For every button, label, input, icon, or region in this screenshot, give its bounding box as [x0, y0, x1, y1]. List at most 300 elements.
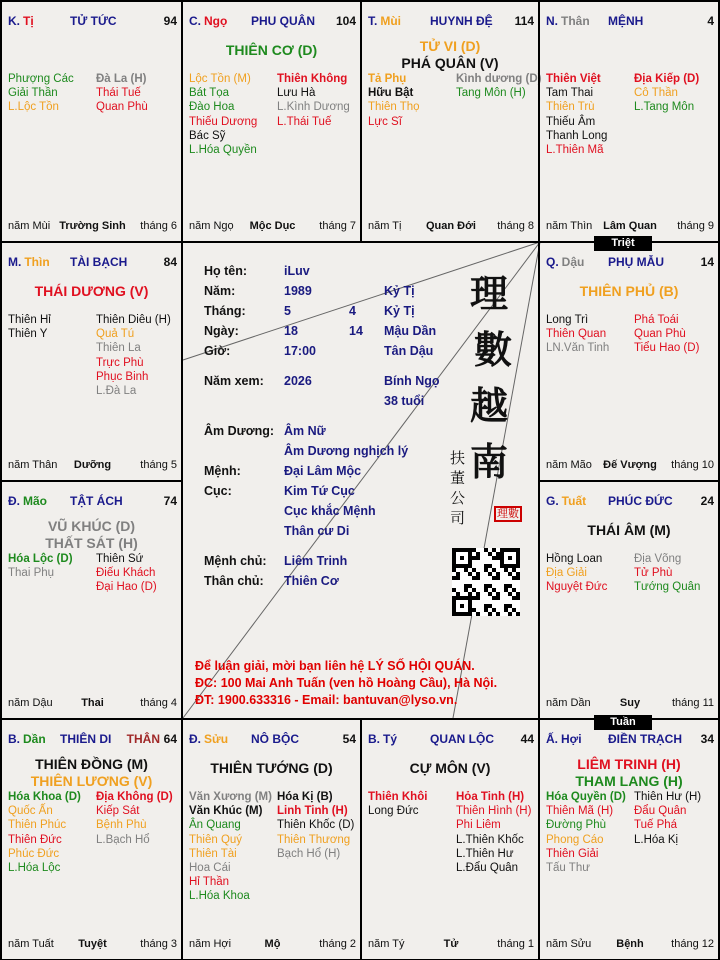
minor-star: Kiếp Sát	[96, 805, 140, 818]
main-stars	[183, 760, 360, 777]
footer-year: năm Hợi	[189, 938, 232, 950]
star-column-left	[546, 72, 636, 157]
main-star: PHÁ QUÂN (V)	[401, 55, 499, 71]
footer-year: năm Tị	[368, 220, 402, 232]
footer-year: năm Ngọ	[189, 220, 234, 232]
footer-year: năm Thìn	[546, 220, 593, 232]
branch-name: Mùi	[380, 14, 402, 28]
main-star: CỰ MÔN (V)	[409, 760, 491, 776]
footer-month: tháng 5	[140, 459, 177, 471]
palace-header	[8, 732, 177, 748]
minor-star: Quan Phù	[96, 101, 148, 114]
palace-cell[interactable]	[360, 0, 540, 243]
palace-cell[interactable]	[538, 0, 720, 243]
red-seal: 理數	[494, 506, 522, 522]
palace-name: PHỤ MẪU	[608, 255, 664, 269]
palace-name: PHÚC ĐỨC	[608, 494, 673, 508]
palace-age: 44	[520, 732, 534, 746]
palace-footer	[546, 938, 714, 952]
branch-code	[8, 494, 47, 508]
star-column-left	[8, 313, 98, 341]
palace-header	[8, 14, 177, 30]
stem-prefix: N.	[546, 14, 558, 28]
star-column-left	[546, 552, 636, 595]
stem-prefix: Đ.	[189, 732, 201, 746]
minor-star: L.Thiên Mã	[546, 144, 604, 157]
star-column-right	[96, 790, 186, 847]
palace-cell[interactable]	[181, 0, 362, 243]
main-star: THIÊN TƯỚNG (D)	[210, 760, 333, 776]
palace-name: NÔ BỘC	[251, 732, 299, 746]
footer-year: năm Mão	[546, 459, 592, 471]
minor-star: Nguyệt Đức	[546, 581, 608, 594]
palace-cell[interactable]	[538, 241, 720, 482]
branch-name: Dần	[23, 732, 46, 746]
footer-month: tháng 6	[140, 220, 177, 232]
minor-star: Thai Phụ	[8, 567, 55, 580]
than-marker: THÂN	[126, 732, 160, 746]
calligraphy-char: 理	[470, 271, 509, 316]
minor-star: Thiên Việt	[546, 73, 601, 85]
branch-name: Ngọ	[204, 14, 228, 28]
minor-star: L.Thiên Hư	[456, 847, 514, 860]
minor-star: Thiên Phúc	[8, 819, 67, 832]
footer-stage: Mộc Dục	[249, 220, 296, 232]
triet-badge: Triệt	[594, 236, 652, 251]
main-star: THÁI ÂM (M)	[587, 522, 671, 538]
footer-stage: Đế Vượng	[603, 459, 657, 471]
palace-header	[546, 255, 714, 271]
minor-star: Tử Phù	[634, 567, 673, 580]
palace-header	[368, 732, 534, 748]
footer-month: tháng 2	[319, 938, 356, 950]
minor-star: L.Hóa Lộc	[8, 862, 61, 875]
footer-stage: Trường Sinh	[59, 220, 126, 232]
minor-star: L.Kình Dương	[277, 101, 350, 114]
star-column-left	[8, 552, 98, 580]
minor-star: Thiên Giải	[546, 847, 599, 860]
minor-star: Địa Không (D)	[96, 791, 173, 803]
info-label: Ngày:	[204, 324, 239, 338]
minor-star: Thiên Không	[277, 73, 348, 85]
star-column-right	[634, 72, 720, 115]
minor-star: Thiên Trù	[546, 101, 595, 114]
palace-name: ĐIỀN TRẠCH	[608, 732, 682, 746]
star-column-right	[456, 790, 546, 875]
palace-cell[interactable]	[538, 718, 720, 960]
info-value: 14	[349, 324, 363, 338]
minor-star: Thiên Quý	[189, 833, 243, 846]
main-star: THIÊN PHỦ (B)	[579, 283, 679, 299]
star-column-right	[96, 552, 186, 595]
star-column-left	[546, 790, 636, 875]
palace-name: TÀI BẠCH	[70, 255, 128, 269]
palace-name: HUYNH ĐỆ	[430, 14, 493, 28]
palace-header	[368, 14, 534, 30]
main-star: THAM LANG (H)	[575, 773, 683, 789]
info-value: Âm Nữ	[284, 424, 326, 438]
minor-star: Tiểu Hao (D)	[634, 342, 700, 355]
palace-cell[interactable]	[181, 718, 362, 960]
calligraphy-char: 數	[474, 327, 513, 372]
minor-star: Thiên Mã (H)	[546, 805, 614, 818]
minor-star: LN.Văn Tinh	[546, 342, 610, 355]
footer-month: tháng 12	[671, 938, 714, 950]
minor-star: L.Bạch Hổ	[96, 833, 150, 846]
minor-star: L.Đà La	[96, 385, 137, 398]
minor-star: Quả Tú	[96, 328, 135, 341]
info-value: 4	[349, 304, 356, 318]
main-star: VŨ KHÚC (D)	[47, 518, 136, 534]
branch-name: Tuất	[561, 494, 587, 508]
main-star: TỬ VI (D)	[419, 38, 481, 54]
palace-cell[interactable]	[538, 480, 720, 720]
stem-prefix: M.	[8, 255, 22, 269]
main-star: THIÊN CƠ (D)	[225, 42, 318, 58]
footer-month: tháng 1	[497, 938, 534, 950]
star-column-right	[96, 72, 186, 115]
palace-age: 94	[163, 14, 177, 28]
info-label: Mệnh chủ:	[204, 554, 267, 568]
palace-footer	[546, 459, 714, 473]
star-column-right	[456, 72, 546, 100]
minor-star: Hỉ Thần	[189, 876, 230, 889]
footer-stage: Lâm Quan	[603, 220, 657, 232]
main-star: THIÊN ĐỒNG (M)	[35, 756, 148, 772]
star-column-right	[634, 313, 720, 356]
footer-stage: Tuyệt	[78, 938, 107, 950]
minor-star: Kình dương (D)	[456, 73, 542, 85]
palace-footer	[8, 938, 177, 952]
minor-star: Văn Xương (M)	[189, 791, 272, 803]
minor-star: Thiên La	[96, 342, 141, 355]
minor-star: Thiên Thương	[277, 833, 351, 846]
branch-code	[368, 732, 397, 746]
main-stars	[2, 518, 181, 552]
minor-star: Tấu Thư	[546, 862, 590, 875]
palace-age: 14	[700, 255, 714, 269]
info-value: Âm Dương nghịch lý	[284, 444, 409, 458]
branch-name: Thìn	[24, 255, 50, 269]
info-label: Tháng:	[204, 304, 246, 318]
footer-month: tháng 10	[671, 459, 714, 471]
info-value: Đại Lâm Mộc	[284, 464, 362, 478]
palace-header	[8, 494, 177, 510]
palace-cell[interactable]	[0, 480, 183, 720]
minor-star: Hóa Khoa (D)	[8, 791, 81, 803]
info-value: Liêm Trinh	[284, 554, 348, 568]
minor-star: Thiên Khốc (D)	[277, 819, 355, 832]
minor-star: Đại Hao (D)	[96, 581, 157, 594]
footer-year: năm Mùi	[8, 220, 51, 232]
info-value: Mậu Dần	[384, 324, 437, 338]
main-star: LIÊM TRINH (H)	[577, 756, 681, 772]
main-star: THIÊN LƯƠNG (V)	[30, 773, 153, 789]
palace-age: 24	[700, 494, 714, 508]
minor-star: Phượng Các	[8, 73, 74, 85]
info-value: iLuv	[284, 264, 310, 278]
main-stars	[540, 283, 718, 300]
minor-star: Thiên Hư (H)	[634, 791, 702, 803]
star-column-right	[277, 790, 367, 861]
minor-star: Thanh Long	[546, 129, 608, 142]
branch-name: Mão	[23, 494, 47, 508]
minor-star: Thiên Y	[8, 328, 48, 341]
branch-code	[8, 14, 34, 28]
palace-header	[546, 732, 714, 748]
palace-name: TỬ TỨC	[70, 14, 117, 28]
minor-star: Thiên Tài	[189, 847, 237, 860]
star-column-right	[277, 72, 367, 129]
footer-stage: Dưỡng	[73, 459, 112, 471]
palace-age: 64	[163, 732, 177, 746]
stem-prefix: B.	[8, 732, 20, 746]
main-stars	[183, 42, 360, 59]
minor-star: Hóa Lộc (D)	[8, 553, 73, 565]
stem-prefix: Ấ.	[546, 732, 558, 746]
palace-header	[189, 732, 356, 748]
minor-star: Tướng Quân	[634, 581, 701, 594]
palace-header	[189, 14, 356, 30]
minor-star: Thiên Khôi	[368, 791, 428, 803]
stem-prefix: C.	[189, 14, 201, 28]
minor-star: Thiên Hỉ	[8, 314, 51, 326]
branch-name: Thân	[561, 14, 590, 28]
minor-star: Thiên Hình (H)	[456, 805, 532, 818]
branch-code	[546, 732, 582, 746]
minor-star: Long Trì	[546, 314, 589, 326]
minor-star: L.Hóa Kị	[634, 833, 679, 846]
minor-star: Tam Thai	[546, 87, 594, 100]
minor-star: Lưu Hà	[277, 87, 316, 100]
palace-age: 114	[514, 14, 534, 28]
info-value: Kim Tứ Cục	[284, 484, 355, 498]
star-column-right	[634, 790, 720, 847]
info-value: Kỷ Tị	[384, 284, 415, 298]
footer-stage: Bệnh	[616, 938, 644, 950]
main-stars	[540, 522, 718, 539]
minor-star: Phong Cáo	[546, 833, 604, 846]
palace-age: 104	[335, 14, 356, 28]
minor-star: Hóa Kị (B)	[277, 791, 333, 803]
calligraphy-char: 越	[470, 383, 509, 428]
minor-star: Bát Tọa	[189, 87, 230, 100]
star-column-left	[189, 790, 279, 904]
branch-name: Dậu	[561, 255, 585, 269]
palace-age: 4	[707, 14, 714, 28]
minor-star: Quan Phù	[634, 328, 686, 341]
minor-star: Giải Thần	[8, 87, 58, 100]
minor-star: Thiếu Âm	[546, 115, 596, 128]
star-column-left	[368, 790, 458, 818]
qr-code[interactable]	[452, 548, 520, 616]
star-column-left	[8, 790, 98, 875]
info-label: Âm Dương:	[204, 424, 275, 438]
minor-star: Địa Kiếp (D)	[634, 73, 700, 85]
minor-star: Tuế Phá	[634, 819, 678, 832]
branch-code	[189, 14, 227, 28]
contact-address: ĐC: 100 Mai Anh Tuấn (ven hồ Hoàng Cầu), Hà Nội.	[195, 676, 498, 690]
palace-footer	[189, 220, 356, 234]
branch-code	[546, 14, 590, 28]
minor-star: Long Đức	[368, 805, 419, 818]
star-column-left	[546, 313, 636, 356]
info-value: 1989	[284, 284, 312, 298]
minor-star: L.Đẩu Quân	[456, 862, 519, 875]
footer-month: tháng 7	[319, 220, 356, 232]
stem-prefix: G.	[546, 494, 559, 508]
palace-header	[546, 494, 714, 510]
star-column-left	[189, 72, 279, 157]
footer-month: tháng 8	[497, 220, 534, 232]
palace-name: TẬT ÁCH	[70, 494, 123, 508]
info-value: Thân cư Di	[284, 524, 350, 538]
palace-age: 84	[163, 255, 177, 269]
minor-star: Thiên Đức	[8, 833, 62, 846]
footer-year: năm Thân	[8, 459, 58, 471]
minor-star: Cô Thần	[634, 87, 678, 100]
info-value: Bính Ngọ	[384, 374, 440, 388]
minor-star: Hữu Bật	[368, 87, 414, 100]
footer-stage: Mộ	[264, 938, 281, 950]
minor-star: Linh Tinh (H)	[277, 805, 348, 818]
info-label: Họ tên:	[204, 264, 248, 278]
minor-star: Hỏa Tinh (H)	[456, 791, 525, 803]
minor-star: L.Tang Môn	[634, 101, 695, 114]
calligraphy-small: 扶董公司	[450, 449, 466, 527]
palace-cell[interactable]	[0, 718, 183, 960]
branch-code	[546, 255, 584, 269]
branch-code	[368, 14, 401, 28]
footer-year: năm Sửu	[546, 938, 592, 950]
footer-stage: Thai	[81, 697, 104, 709]
minor-star: Đẩu Quân	[634, 805, 687, 818]
minor-star: Thiên Thọ	[368, 101, 420, 114]
palace-footer	[8, 697, 177, 711]
palace-age: 54	[342, 732, 356, 746]
palace-footer	[546, 697, 714, 711]
branch-code	[8, 732, 46, 746]
branch-code	[8, 255, 50, 269]
info-value: 18	[284, 324, 298, 338]
minor-star: Phục Binh	[96, 370, 149, 383]
minor-star: Thái Tuế	[96, 87, 141, 100]
palace-footer	[8, 459, 177, 473]
palace-name: MỆNH	[608, 14, 644, 28]
footer-year: năm Tuất	[8, 938, 54, 950]
footer-month: tháng 4	[140, 697, 177, 709]
main-stars	[362, 38, 538, 72]
footer-year: năm Dần	[546, 697, 591, 709]
calligraphy-char: 南	[470, 439, 509, 484]
info-label: Thân chủ:	[204, 574, 264, 588]
star-column-right	[96, 313, 186, 398]
info-value: 2026	[284, 374, 312, 388]
contact-phone-email: ĐT: 1900.633316 - Email: bantuvan@lyso.vn.	[195, 693, 458, 707]
branch-name: Tý	[383, 732, 398, 746]
minor-star: Thiếu Dương	[189, 115, 258, 128]
footer-year: năm Tý	[368, 938, 405, 950]
stem-prefix: Q.	[546, 255, 559, 269]
info-value: Kỷ Tị	[384, 304, 415, 318]
minor-star: Tả Phụ	[368, 73, 407, 85]
minor-star: Trực Phù	[96, 356, 144, 369]
minor-star: Hoa Cái	[189, 862, 231, 875]
palace-footer	[368, 938, 534, 952]
minor-star: Đào Hoa	[189, 101, 235, 114]
branch-code	[546, 494, 586, 508]
star-column-left	[368, 72, 458, 129]
minor-star: Hóa Quyền (D)	[546, 791, 626, 803]
minor-star: Tang Môn (H)	[456, 87, 526, 100]
minor-star: Bạch Hổ (H)	[277, 847, 341, 860]
palace-cell[interactable]	[360, 718, 540, 960]
star-column-left	[8, 72, 98, 115]
info-label: Năm xem:	[204, 374, 264, 388]
minor-star: Phi Liêm	[456, 819, 501, 832]
minor-star: Ân Quang	[189, 819, 241, 832]
stem-prefix: B.	[368, 732, 380, 746]
stem-prefix: T.	[368, 14, 378, 28]
palace-name: THIÊN DI	[60, 732, 112, 746]
main-stars	[2, 283, 181, 300]
palace-header	[8, 255, 177, 271]
footer-stage: Tử	[443, 938, 459, 950]
info-value: 5	[284, 304, 291, 318]
info-value: Cục khắc Mệnh	[284, 504, 376, 518]
qr-module	[516, 612, 520, 616]
minor-star: Bác Sỹ	[189, 129, 226, 142]
minor-star: Thiên Quan	[546, 328, 607, 341]
palace-cell[interactable]	[0, 0, 183, 243]
branch-name: Hợi	[561, 732, 582, 746]
main-star: THÁI DƯƠNG (V)	[34, 283, 149, 299]
tuan-badge: Tuần	[594, 715, 652, 730]
minor-star: L.Thái Tuế	[277, 115, 332, 128]
branch-name: Tị	[23, 14, 34, 28]
palace-footer	[189, 938, 356, 952]
minor-star: Đường Phù	[546, 819, 606, 832]
star-column-right	[634, 552, 720, 595]
info-value: Thiên Cơ	[284, 574, 339, 588]
minor-star: L.Hóa Quyền	[189, 144, 257, 157]
minor-star: Văn Khúc (M)	[189, 805, 263, 818]
minor-star: Điếu Khách	[96, 567, 156, 580]
contact-line: Để luận giải, mời bạn liên hệ LÝ SỐ HỘI QUÁN.	[195, 659, 475, 673]
palace-cell[interactable]	[0, 241, 183, 482]
branch-code	[189, 732, 228, 746]
info-label: Giờ:	[204, 344, 231, 358]
footer-month: tháng 11	[671, 697, 714, 709]
branch-name: Sửu	[204, 732, 229, 746]
palace-name: PHU QUÂN	[251, 14, 316, 28]
palace-age: 74	[163, 494, 177, 508]
minor-star: L.Lộc Tồn	[8, 101, 59, 114]
palace-age: 34	[700, 732, 714, 746]
info-label: Cục:	[204, 484, 232, 498]
minor-star: Quốc Ấn	[8, 805, 53, 818]
palace-header	[546, 14, 714, 30]
minor-star: Địa Võng	[634, 553, 682, 565]
stem-prefix: Đ.	[8, 494, 20, 508]
palace-footer	[8, 220, 177, 234]
minor-star: Thiên Sứ	[96, 553, 144, 565]
minor-star: Địa Giải	[546, 567, 587, 580]
palace-footer	[546, 220, 714, 234]
minor-star: Lực Sĩ	[368, 115, 402, 128]
main-stars	[362, 760, 538, 777]
stem-prefix: K.	[8, 14, 20, 28]
